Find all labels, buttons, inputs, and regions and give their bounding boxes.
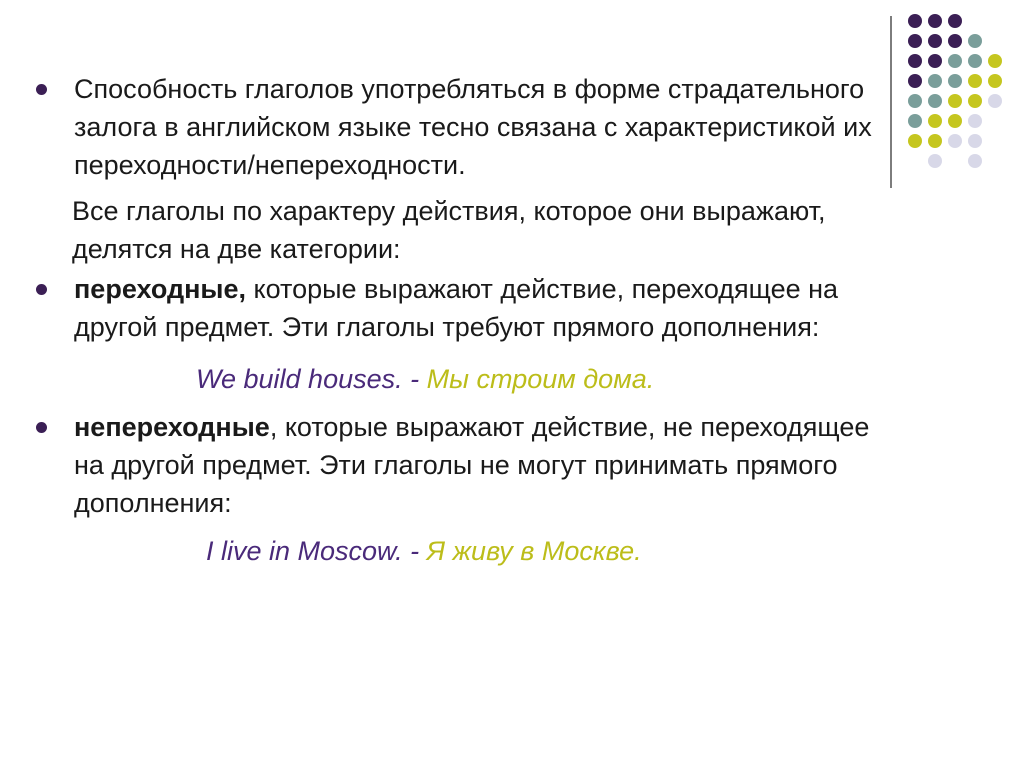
dot	[948, 114, 962, 128]
slide-body	[36, 70, 886, 570]
dot	[988, 74, 1002, 88]
dot	[948, 34, 962, 48]
example-english: We build houses.	[196, 364, 403, 394]
dot	[948, 74, 962, 88]
dot	[968, 114, 982, 128]
dot	[908, 74, 922, 88]
dot	[948, 14, 962, 28]
example-dash: -	[402, 364, 427, 394]
bullet-dot	[36, 284, 47, 295]
decorative-dot-grid	[900, 10, 1020, 180]
example-dash: -	[402, 536, 427, 566]
dot	[908, 134, 922, 148]
dot	[908, 14, 922, 28]
paragraph: Все глаголы по характеру действия, которое они выражают, делятся на две категории:	[72, 196, 826, 264]
dot	[928, 114, 942, 128]
dot	[968, 34, 982, 48]
bullet-text: , которые выражают действие, не переходящее на другой предмет. Эти глаголы не могут принимать прямого дополнения:	[74, 412, 870, 518]
example-russian: Мы строим дома.	[426, 364, 655, 394]
example-transitive	[36, 360, 886, 398]
bullet-dot	[36, 422, 47, 433]
dot	[908, 54, 922, 68]
dot	[928, 134, 942, 148]
dot	[948, 134, 962, 148]
dot	[968, 54, 982, 68]
dot	[968, 74, 982, 88]
example-intransitive	[36, 532, 886, 570]
list-item	[36, 408, 886, 522]
dot	[928, 74, 942, 88]
dot	[968, 154, 982, 168]
dot	[988, 54, 1002, 68]
dot	[928, 34, 942, 48]
dot	[968, 134, 982, 148]
example-english: I live in Moscow.	[206, 536, 403, 566]
dot	[928, 154, 942, 168]
bullet-dot	[36, 84, 47, 95]
list-item	[36, 70, 886, 184]
dot	[948, 54, 962, 68]
dot	[968, 94, 982, 108]
bullet-text: которые выражают действие, переходящее на другой предмет. Эти глаголы требуют прямого дополнения:	[74, 274, 839, 342]
dot	[908, 114, 922, 128]
dot	[908, 34, 922, 48]
dot	[988, 94, 1002, 108]
dot	[928, 54, 942, 68]
list-item	[36, 270, 886, 346]
dot	[948, 94, 962, 108]
dot	[928, 94, 942, 108]
dot	[928, 14, 942, 28]
term-intransitive: непереходные	[74, 412, 270, 442]
example-russian: Я живу в Москве.	[426, 536, 642, 566]
bullet-text: Способность глаголов употребляться в форме страдательного залога в английском языке тесно связана с характеристикой их переходности/непереходности.	[74, 74, 872, 180]
term-transitive: переходные,	[74, 274, 246, 304]
divider-line	[890, 16, 892, 188]
dot	[908, 94, 922, 108]
